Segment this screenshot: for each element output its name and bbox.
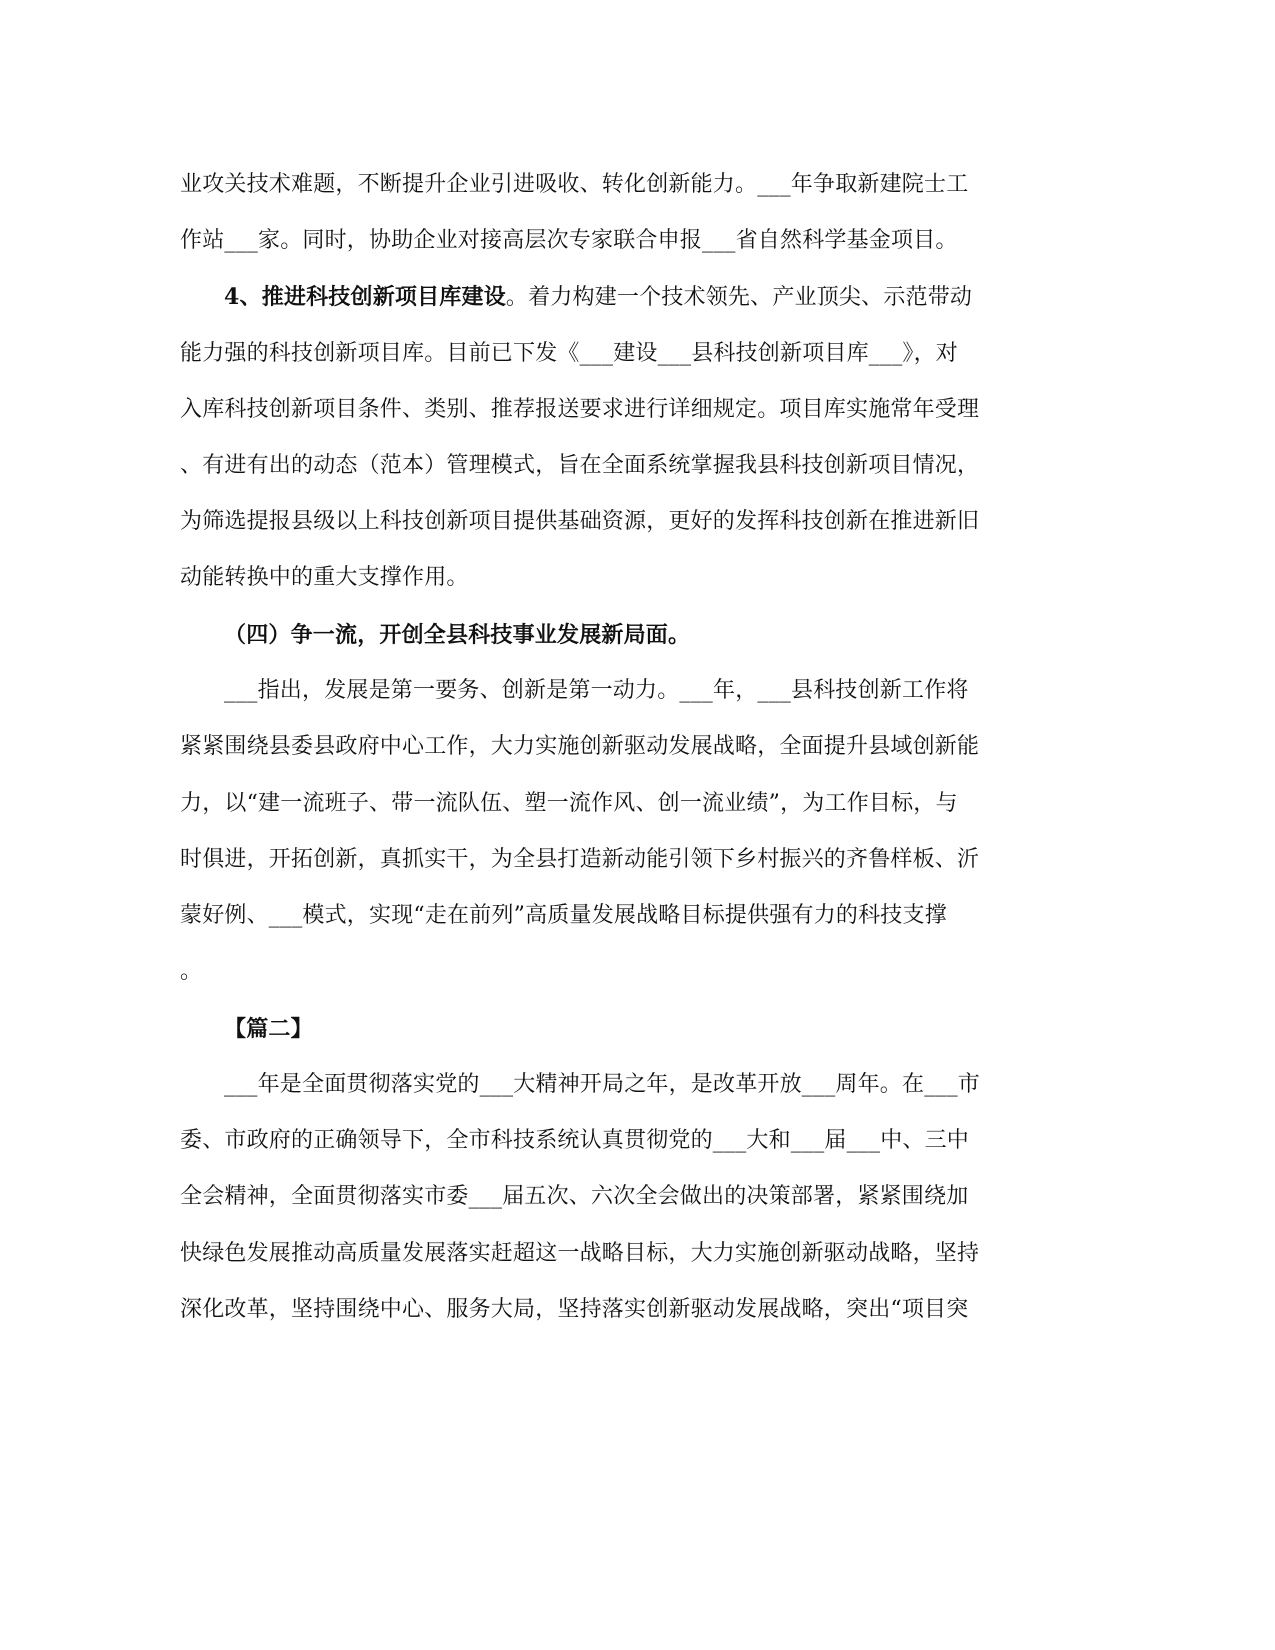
text-line: 。 [180,959,203,984]
text-line: 时俱进，开拓创新，真抓实干，为全县打造新动能引领下乡村振兴的齐鲁样板、沂 [180,847,980,872]
text-line: 全会精神，全面贯彻落实市委___届五次、六次全会做出的决策部署，紧紧围绕加 [180,1184,969,1209]
section-heading: （四）争一流，开创全县科技事业发展新局面。 [224,622,691,648]
text-line: 快绿色发展推动高质量发展落实赶超这一战略目标，大力实施创新驱动战略，坚持 [180,1241,980,1266]
text-line: 力，以“建一流班子、带一流队伍、塑一流作风、创一流业绩”，为工作目标，与 [180,791,958,816]
text-run: 。着力构建一个技术领先、产业顶尖、示范带动 [505,285,973,310]
text-line: ___年是全面贯彻落实党的___大精神开局之年，是改革开放___周年。在___市 [224,1072,981,1097]
text-line: 动能转换中的重大支撑作用。 [180,565,469,590]
text-line: 委、市政府的正确领导下，全市科技系统认真贯彻党的___大和___届___中、三中 [180,1128,970,1153]
text-line: 、有进有出的动态（范本）管理模式，旨在全面系统掌握我县科技创新项目情况， [180,453,980,478]
text-line: 蒙好例、___模式，实现“走在前列”高质量发展战略目标提供强有力的科技支撑 [180,903,947,928]
text-line: 为筛选提报县级以上科技创新项目提供基础资源，更好的发挥科技创新在推进新旧 [180,509,980,534]
item-heading: 4、推进科技创新项目库建设 [224,284,506,310]
text-line: 业攻关技术难题，不断提升企业引进吸收、转化创新能力。___年争取新建院士工 [180,172,969,197]
text-line: 能力强的科技创新项目库。目前已下发《___建设___县科技创新项目库___》，对 [180,341,959,366]
text-line: 作站___家。同时，协助企业对接高层次专家联合申报___省自然科学基金项目。 [180,228,958,253]
part-heading: 【篇二】 [224,1016,313,1042]
text-line: 入库科技创新项目条件、类别、推荐报送要求进行详细规定。项目库实施常年受理 [180,397,980,422]
text-line: ___指出，发展是第一要务、创新是第一动力。___年，___县科技创新工作将 [224,678,969,703]
paragraph-line [180,282,972,313]
text-line: 紧紧围绕县委县政府中心工作，大力实施创新驱动发展战略，全面提升县域创新能 [180,734,980,759]
text-line: 深化改革，坚持围绕中心、服务大局，坚持落实创新驱动发展战略，突出“项目突 [180,1297,969,1322]
